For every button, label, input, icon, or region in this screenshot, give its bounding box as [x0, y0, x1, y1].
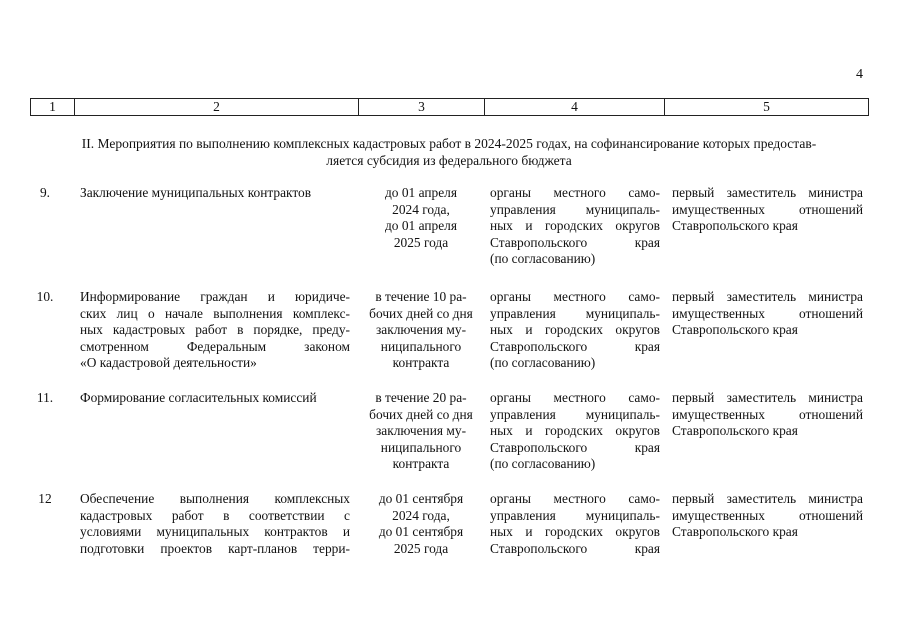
activity-name-line: кадастровых работ в соответствии с: [80, 507, 350, 523]
executor: [490, 185, 660, 268]
responsible-line: Ставропольского края: [672, 322, 798, 337]
responsible: [672, 185, 863, 235]
responsible: [672, 491, 863, 541]
executor: [490, 289, 660, 372]
executor-line: ных и городских округов: [490, 524, 660, 539]
executor-line: ных и городских округов: [490, 322, 660, 337]
deadline-line: до 01 сентября: [378, 491, 464, 506]
page-number: 4: [856, 67, 863, 82]
row-number: 11.: [36, 390, 54, 405]
deadline-line: до 01 апреля: [384, 218, 457, 233]
executor-line: Ставропольского края: [490, 338, 660, 354]
deadline-line: заключения му-: [375, 423, 467, 438]
deadline: [362, 491, 480, 557]
activity-name-line: Информирование граждан и юридиче-: [80, 289, 350, 304]
column-number-3: 3: [359, 99, 485, 116]
deadline-line: контракта: [392, 355, 450, 370]
executor-line: Ставропольского края: [490, 540, 660, 556]
executor-line: ных и городских округов: [490, 423, 660, 438]
deadline-line: до 01 сентября: [378, 524, 464, 539]
responsible-line: имущественных отношений: [672, 507, 863, 523]
responsible-line: первый заместитель министра: [672, 185, 863, 200]
activity-name-line: Заключение муниципальных контрактов: [80, 185, 312, 200]
deadline-line: до 01 апреля: [384, 185, 457, 200]
column-number-5: 5: [665, 99, 869, 116]
activity-name: [80, 185, 350, 202]
executor-line: (по согласованию): [490, 456, 596, 471]
deadline-line: контракта: [392, 456, 450, 471]
executor-line: управления муниципаль-: [490, 201, 660, 217]
deadline-line: 2025 года: [393, 540, 449, 556]
column-number-1: 1: [31, 99, 75, 116]
deadline-line: в течение 10 ра-: [375, 289, 467, 304]
executor-line: Ставропольского края: [490, 234, 660, 250]
activity-name: [80, 491, 350, 557]
deadline-line: ниципального: [380, 439, 462, 455]
deadline-line: бочих дней со дня: [369, 305, 473, 321]
responsible-line: Ставропольского края: [672, 423, 798, 438]
activity-name-line: условиями муниципальных контрактов и: [80, 524, 350, 539]
activity-name-line: ных кадастровых работ в порядке, преду-: [80, 322, 350, 337]
executor: [490, 390, 660, 473]
deadline: [362, 185, 480, 251]
activity-name-line: Формирование согласительных комиссий: [80, 390, 317, 405]
responsible-line: имущественных отношений: [672, 201, 863, 217]
deadline: [362, 289, 480, 372]
responsible: [672, 289, 863, 339]
activity-name-line: «О кадастровой деятельности»: [80, 355, 257, 370]
responsible-line: первый заместитель министра: [672, 390, 863, 405]
executor-line: ных и городских округов: [490, 218, 660, 233]
responsible-line: первый заместитель министра: [672, 289, 863, 304]
section-heading-line: II. Мероприятия по выполнению комплексных кадастровых работ в 2024-2025 годах, на софинансирование которых предостав-: [81, 136, 817, 151]
section-heading: [30, 135, 868, 169]
deadline-line: ниципального: [380, 338, 462, 354]
deadline-line: в течение 20 ра-: [375, 390, 467, 405]
section-heading-line: ляется субсидия из федерального бюджета: [326, 153, 572, 168]
executor-line: управления муниципаль-: [490, 305, 660, 321]
deadline: [362, 390, 480, 473]
executor: [490, 491, 660, 557]
deadline-line: 2025 года: [393, 234, 449, 250]
deadline-line: 2024 года,: [392, 507, 450, 523]
column-number-2: 2: [75, 99, 359, 116]
executor-line: управления муниципаль-: [490, 406, 660, 422]
executor-line: органы местного само-: [490, 289, 660, 304]
executor-line: (по согласованию): [490, 355, 596, 370]
responsible-line: имущественных отношений: [672, 305, 863, 321]
activity-name: [80, 390, 350, 407]
activity-name-line: ских лиц о начале выполнения комплекс-: [80, 305, 350, 321]
row-number: 9.: [39, 185, 51, 200]
executor-line: органы местного само-: [490, 491, 660, 506]
activity-name-line: смотренном Федеральным законом: [80, 338, 350, 354]
responsible-line: первый заместитель министра: [672, 491, 863, 506]
responsible-line: имущественных отношений: [672, 406, 863, 422]
deadline-line: заключения му-: [375, 322, 467, 337]
executor-line: Ставропольского края: [490, 439, 660, 455]
responsible-line: Ставропольского края: [672, 524, 798, 539]
column-number-4: 4: [485, 99, 665, 116]
row-number: 12: [38, 491, 52, 506]
deadline-line: бочих дней со дня: [369, 406, 473, 422]
executor-line: управления муниципаль-: [490, 507, 660, 523]
responsible: [672, 390, 863, 440]
column-number-header: [30, 98, 869, 116]
activity-name-line: подготовки проектов карт-планов терри-: [80, 540, 350, 556]
executor-line: органы местного само-: [490, 185, 660, 200]
responsible-line: Ставропольского края: [672, 218, 798, 233]
deadline-line: 2024 года,: [392, 201, 450, 217]
activity-name: [80, 289, 350, 372]
activity-name-line: Обеспечение выполнения комплексных: [80, 491, 350, 506]
row-number: 10.: [36, 289, 54, 304]
executor-line: (по согласованию): [490, 251, 596, 266]
executor-line: органы местного само-: [490, 390, 660, 405]
